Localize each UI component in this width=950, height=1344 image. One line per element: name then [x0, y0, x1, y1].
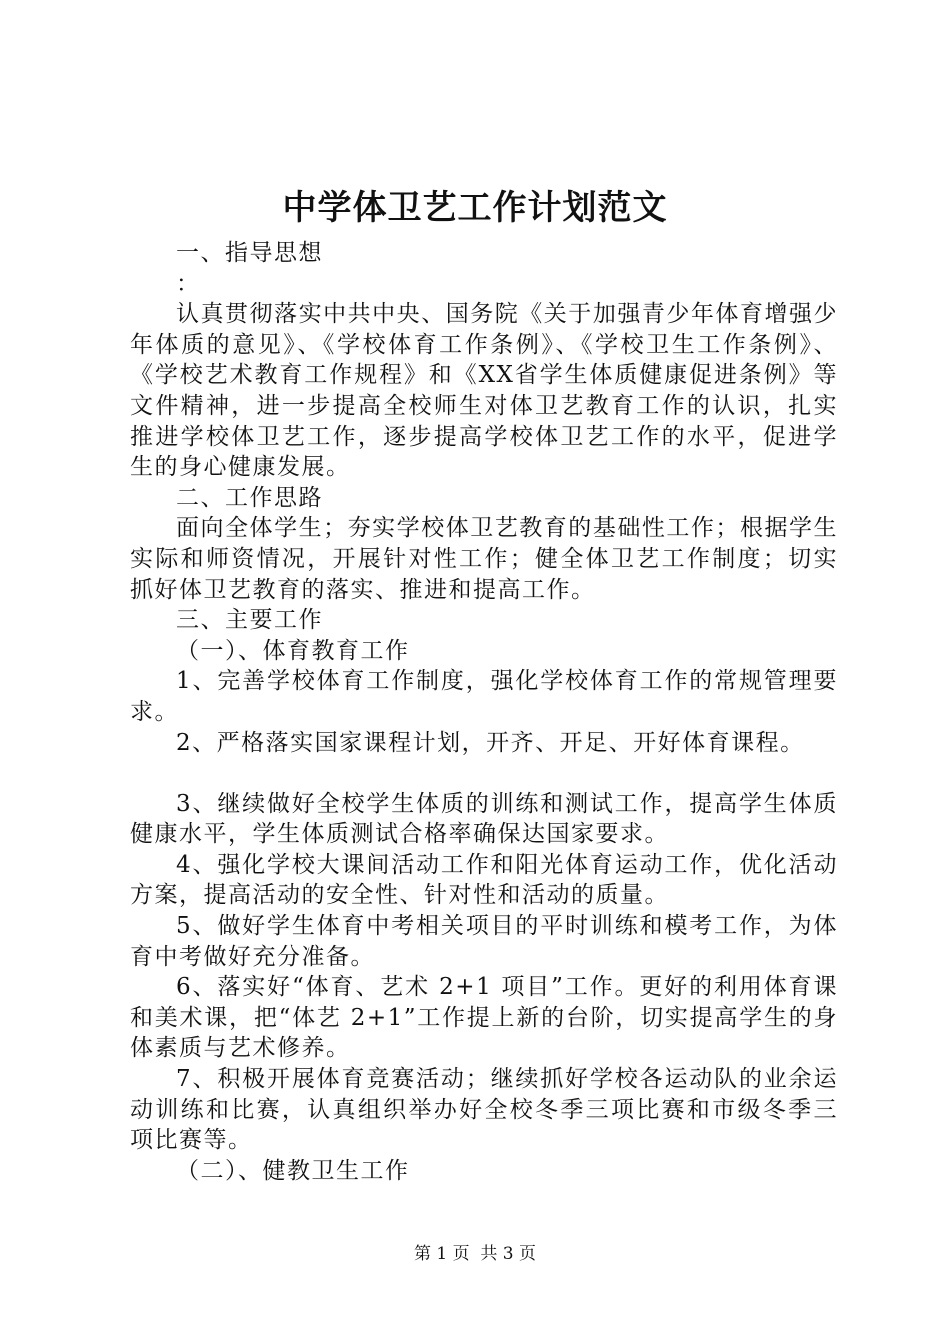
- page-footer: [0, 1242, 950, 1266]
- document-title: 中学体卫艺工作计划范文: [282, 188, 668, 228]
- paragraph-guiding-ideology: 认真贯彻落实中共中央、国务院《关于加强青少年体育增强少年体质的意见》、《学校体育工作条例》、《学校卫生工作条例》、《学校艺术教育工作规程》和《XX省学生体质健康促进条例》等文件精神，进一步提高全校师生对体卫艺教育工作的认识，扎实推进学校体卫艺工作，逐步提高学校体卫艺工作的水平，促进学生的身心健康发展。: [130, 301, 838, 481]
- section-heading-main-work: 三、主要工作: [176, 607, 323, 634]
- section-heading-guiding-ideology: 一、指导思想: [176, 240, 323, 266]
- list-item-1: 1、完善学校体育工作制度，强化学校体育工作的常规管理要求。: [130, 668, 838, 725]
- list-item-5: 5、做好学生体育中考相关项目的平时训练和模考工作，为体育中考做好充分准备。: [130, 913, 838, 970]
- blank-line: [130, 758, 838, 789]
- subsection-heading-health: （二）、健教卫生工作: [176, 1157, 410, 1184]
- list-item-7: 7、积极开展体育竞赛活动；继续抓好学校各运动队的业余运动训练和比赛，认真组织举办好全校冬季三项比赛和市级冬季三项比赛等。: [130, 1066, 838, 1154]
- list-item-3: 3、继续做好全校学生体质的训练和测试工作，提高学生体质健康水平，学生体质测试合格率确保达国家要求。: [130, 790, 838, 848]
- paragraph-work-approach: 面向全体学生；夯实学校体卫艺教育的基础性工作；根据学生实际和师资情况，开展针对性工作；健全体卫艺工作制度；切实抓好体卫艺教育的落实、推进和提高工作。: [130, 515, 838, 603]
- list-item-2: 2、严格落实国家课程计划，开齐、开足、开好体育课程。: [176, 729, 805, 756]
- colon-line: ：: [176, 270, 201, 297]
- list-item-4: 4、强化学校大课间活动工作和阳光体育运动工作，优化活动方案，提高活动的安全性、针对性和活动的质量。: [130, 851, 838, 909]
- list-item-6: 6、落实好“体育、艺术 2+1 项目”工作。更好的利用体育课和美术课，把“体艺 2+1”工作提上新的台阶，切实提高学生的身体素质与艺术修养。: [130, 974, 838, 1062]
- page-number-label: 第 1 页 共 3 页: [413, 1244, 537, 1264]
- section-heading-work-approach: 二、工作思路: [176, 484, 323, 511]
- subsection-heading-pe: （一）、体育教育工作: [176, 637, 410, 664]
- document-body: [130, 238, 838, 1186]
